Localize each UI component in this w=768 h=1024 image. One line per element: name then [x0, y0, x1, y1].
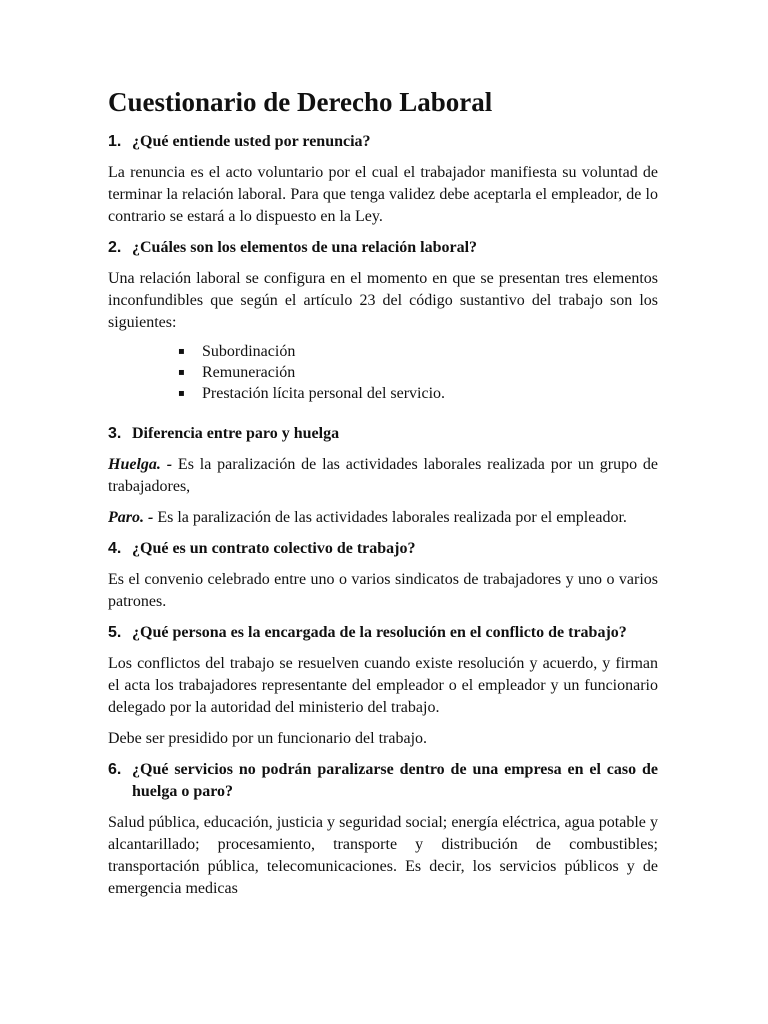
question-5	[108, 622, 658, 644]
question-number: 4.	[108, 540, 122, 557]
question-6	[108, 759, 658, 803]
bullet-icon: ▪	[178, 388, 185, 399]
question-2	[108, 237, 658, 259]
question-text: ¿Qué entiende usted por renuncia?	[132, 133, 371, 150]
bullet-icon: ▪	[178, 346, 185, 357]
question-number: 3.	[108, 425, 122, 442]
document-body	[108, 84, 658, 909]
list-item	[178, 383, 658, 404]
paro-definition: Es la paralización de las actividades laborales realizada por el empleador.	[153, 509, 627, 526]
huelga-label: Huelga. -	[108, 456, 173, 473]
answer-3-huelga	[108, 454, 658, 498]
document-title: Cuestionario de Derecho Laboral	[108, 87, 493, 117]
question-3	[108, 423, 658, 445]
question-number: 1.	[108, 133, 122, 150]
question-number: 5.	[108, 624, 122, 641]
question-text: ¿Qué persona es la encargada de la resolución en el conflicto de trabajo?	[132, 624, 627, 641]
answer-4: Es el convenio celebrado entre uno o varios sindicatos de trabajadores y uno o varios patrones.	[108, 571, 658, 610]
answer-5: Los conflictos del trabajo se resuelven cuando existe resolución y acuerdo, y firman el acta los trabajadores representante del empleador o el empleador y un funcionario delegado por la autoridad del ministerio del trabajo.	[108, 655, 658, 716]
question-text: ¿Cuáles son los elementos de una relación laboral?	[132, 239, 478, 256]
answer-6: Salud pública, educación, justicia y seguridad social; energía eléctrica, agua potable y alcantarillado; procesamiento, transporte y distribución de combustibles; transportación pública, telecomunicaciones. Es decir, los servicios públicos y de emergencia medicas	[108, 814, 658, 897]
list-item-text: Prestación lícita personal del servicio.	[202, 385, 446, 402]
list-item	[178, 341, 658, 362]
question-4	[108, 538, 658, 560]
huelga-definition: Es la paralización de las actividades laborales realizada por un grupo de trabajadores,	[108, 456, 659, 495]
answer-5-note: Debe ser presidido por un funcionario del trabajo.	[108, 730, 428, 747]
question-number: 2.	[108, 239, 122, 256]
paro-label: Paro. -	[108, 509, 154, 526]
question-text: ¿Qué es un contrato colectivo de trabajo?	[132, 540, 416, 557]
elements-list	[108, 341, 658, 404]
list-item-text: Subordinación	[202, 343, 296, 360]
question-text: ¿Qué servicios no podrán paralizarse dentro de una empresa en el caso de huelga o paro?	[132, 761, 658, 800]
answer-3-paro	[108, 507, 658, 529]
answer-2: Una relación laboral se configura en el momento en que se presentan tres elementos inconfundibles que según el artículo 23 del código sustantivo del trabajo son los siguientes:	[108, 270, 658, 331]
answer-1: La renuncia es el acto voluntario por el cual el trabajador manifiesta su voluntad de terminar la relación laboral. Para que tenga validez debe aceptarla el empleador, de lo contrario se estará a lo dispuesto en la Ley.	[108, 164, 658, 225]
list-item	[178, 362, 658, 383]
question-1	[108, 131, 658, 153]
question-number: 6.	[108, 761, 122, 778]
list-item-text: Remuneración	[202, 364, 296, 381]
bullet-icon: ▪	[178, 367, 185, 378]
question-text: Diferencia entre paro y huelga	[132, 425, 340, 442]
